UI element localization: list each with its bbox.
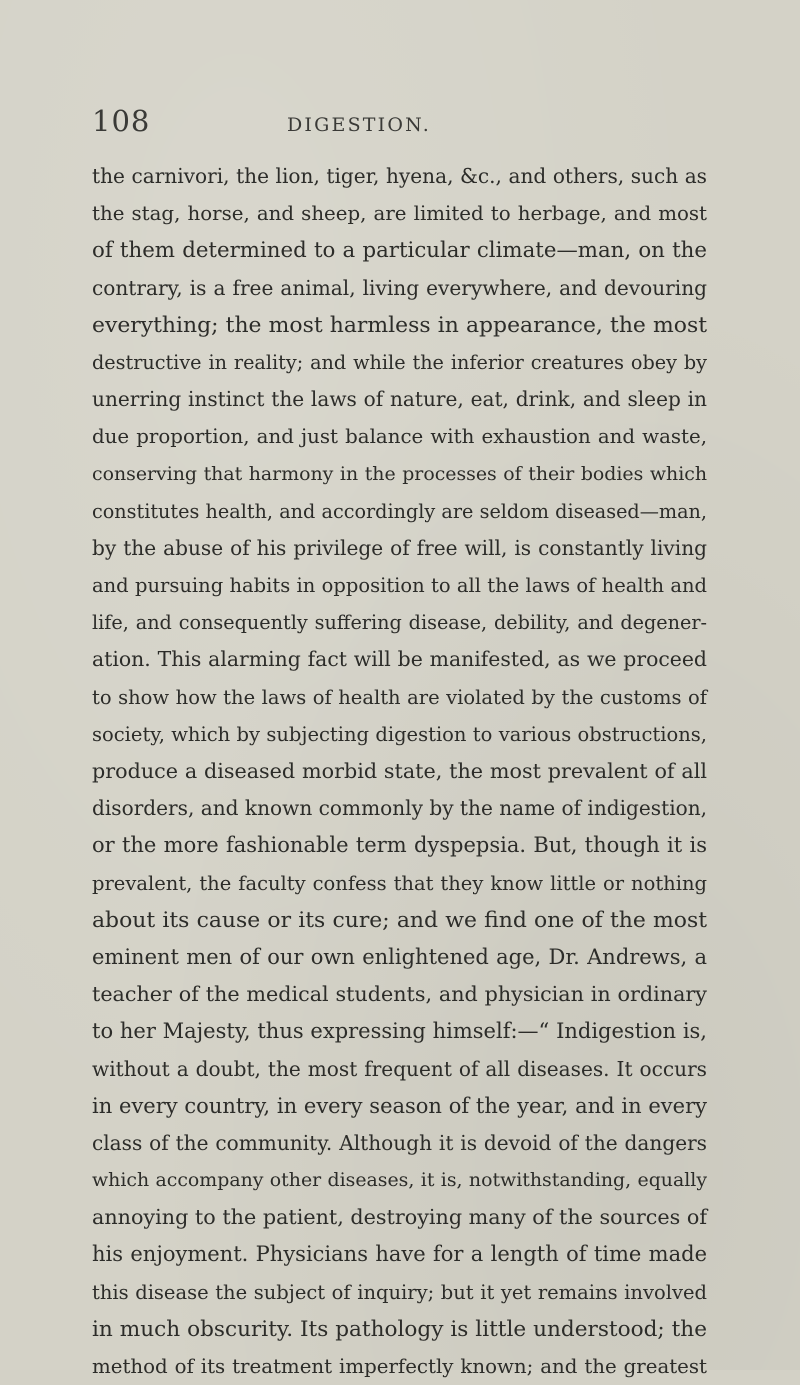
- text-line: the carnivori, the lion, tiger, hyena, &c., and others, such as: [92, 164, 707, 188]
- text-line: which accompany other diseases, it is, notwithstanding, equally: [92, 1169, 707, 1192]
- text-line: society, which by subjecting digestion to various obstructions,: [92, 722, 707, 746]
- section-title: DIGESTION.: [287, 114, 432, 136]
- text-line: conserving that harmony in the processes of their bodies which: [92, 462, 707, 485]
- text-line: to her Majesty, thus expressing himself:—“ Indigestion is,: [92, 1019, 707, 1044]
- text-line: constitutes health, and accordingly are seldom diseased—man,: [92, 499, 707, 523]
- text-line: the stag, horse, and sheep, are limited to herbage, and most: [92, 202, 707, 226]
- text-line: or the more fashionable term dyspepsia. But, though it is: [92, 833, 707, 858]
- text-line: disorders, and known commonly by the name of indigestion,: [92, 796, 708, 821]
- text-line: unerring instinct the laws of nature, eat, drink, and sleep in: [92, 387, 707, 412]
- text-line: ation. This alarming fact will be manifested, as we proceed: [92, 647, 707, 672]
- body-text: [92, 158, 707, 1385]
- text-line: and pursuing habits in opposition to all the laws of health and: [92, 574, 707, 598]
- text-line: produce a diseased morbid state, the most prevalent of all: [92, 759, 707, 783]
- text-line: to show how the laws of health are violated by the customs of: [92, 685, 707, 709]
- page-number: 108: [92, 104, 151, 138]
- text-line: class of the community. Although it is devoid of the dangers: [92, 1130, 707, 1155]
- text-line: annoying to the patient, destroying many of the sources of: [92, 1205, 707, 1230]
- text-line: his enjoyment. Physicians have for a length of time made: [92, 1242, 707, 1267]
- text-line: teacher of the medical students, and physician in ordinary: [92, 982, 707, 1007]
- text-line: eminent men of our own enlightened age, Dr. Andrews, a: [92, 944, 707, 969]
- text-line: prevalent, the faculty confess that they know little or nothing: [92, 871, 707, 895]
- text-line: contrary, is a free animal, living everywhere, and devouring: [92, 275, 707, 300]
- text-line: without a doubt, the most frequent of all diseases. It occurs: [92, 1056, 707, 1081]
- text-line: everything; the most harmless in appearance, the most: [92, 312, 707, 338]
- text-line: in every country, in every season of the year, and in every: [92, 1093, 707, 1118]
- text-line: method of its treatment imperfectly known; and the greatest: [92, 1355, 707, 1378]
- text-line: destructive in reality; and while the inferior creatures obey by: [92, 350, 707, 374]
- text-line: of them determined to a particular climate—man, on the: [92, 238, 707, 264]
- text-line: this disease the subject of inquiry; but it yet remains involved: [92, 1280, 707, 1304]
- text-line: by the abuse of his privilege of free will, is constantly living: [92, 535, 707, 560]
- text-line: about its cause or its cure; and we find one of the most: [92, 907, 707, 933]
- text-line: life, and consequently suffering disease, debility, and degener-: [92, 611, 707, 635]
- running-head: [92, 100, 712, 140]
- text-line: due proportion, and just balance with exhaustion and waste,: [92, 425, 707, 449]
- text-line: in much obscurity. Its pathology is little understood; the: [92, 1316, 707, 1342]
